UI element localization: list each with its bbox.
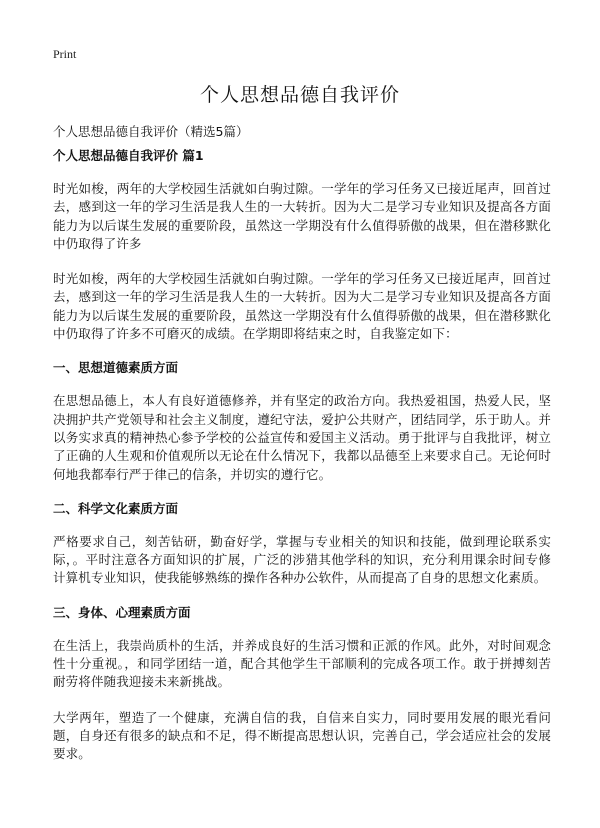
section-heading: 一、思想道德素质方面 [53,360,179,376]
section-heading: 二、科学文化素质方面 [53,500,179,516]
section-heading: 个人思想品德自我评价 篇1 [53,148,204,163]
paragraph: 大学两年，塑造了一个健康，充满自信的我，自信来自实力，同时要用发展的眼光看问题，自身还有很多的缺点和不足，得不断提高思想认识，完善自己，学会适应社会的发展要求。 [53,709,551,762]
page-title: 个人思想品德自我评价 [199,84,400,106]
paragraph: 时光如梭，两年的大学校园生活就如白驹过隙。一学年的学习任务又已接近尾声，回首过去，感到这一年的学习生活是我人生的一大转折。因为大二是学习专业知识及提高各方面能力为以后谋生发展的重要阶段，虽然这一学期没有什么值得骄傲的战果，但在潜移默化中仍取得了许多不可磨灭的成绩。在学期即将结束之时，自我鉴定如下： [53,271,551,342]
print-label: Print [53,47,77,61]
paragraph: 在思想品德上，本人有良好道德修养，并有坚定的政治方向。我热爱祖国，热爱人民，坚决拥护共产党领导和社会主义制度，遵纪守法，爱护公共财产，团结同学，乐于助人。并以务实求真的精神热心参予学校的公益宣传和爱国主义活动。勇于批评与自我批评，树立了正确的人生观和价值观所以无论在什么情况下，我都以品德至上来要求自己。无论何时何地我都奉行严于律己的信条，并切实的遵行它。 [53,393,551,482]
section-heading: 三、身体、心理素质方面 [53,604,191,620]
article-body [53,148,551,781]
paragraph: 严格要求自己，刻苦钻研，勤奋好学，掌握与专业相关的知识和技能，做到理论联系实际，。平时注意各方面知识的扩展，广泛的涉猎其他学科的知识，充分利用课余时间专修计算机专业知识，使我能够熟练的操作各种办公软件，从而提高了自身的思想文化素质。 [53,533,551,586]
paragraph: 时光如梭，两年的大学校园生活就如白驹过隙。一学年的学习任务又已接近尾声，回首过去，感到这一年的学习生活是我人生的一大转折。因为大二是学习专业知识及提高各方面能力为以后谋生发展的重要阶段，虽然这一学期没有什么值得骄傲的战果，但在潜移默化中仍取得了许多 [53,181,551,251]
document-subtitle: 个人思想品德自我评价（精选5篇） [53,124,249,139]
paragraph: 在生活上，我崇尚质朴的生活，并养成良好的生活习惯和正派的作风。此外，对时间观念性十分重视。，和同学团结一道，配合其他学生干部顺利的完成各项工作。敢于拼搏刻苦耐劳将伴随我迎接未来新挑战。 [53,637,551,690]
